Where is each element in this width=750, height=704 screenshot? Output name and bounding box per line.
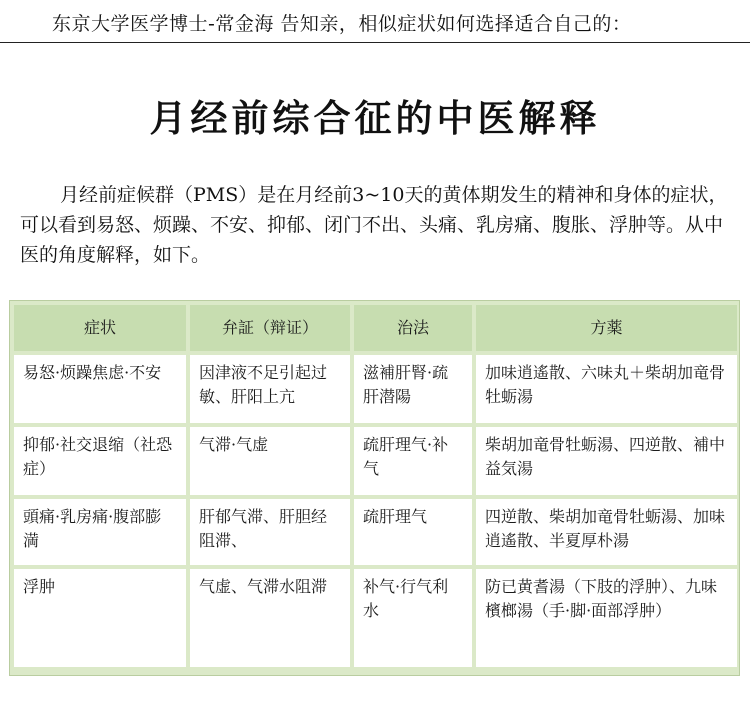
table-cell: 防已黄耆湯（下肢的浮肿）、九味檳榔湯（手·脚·面部浮肿） xyxy=(476,569,737,667)
header-text: 东京大学医学博士-常金海 告知亲，相似症状如何选择适合自己的： xyxy=(52,13,632,35)
page-header xyxy=(0,0,750,43)
table-cell: 加味逍遙散、六味丸＋柴胡加竜骨牡蛎湯 xyxy=(476,355,737,423)
intro-paragraph: 月经前症候群（PMS）是在月经前3~10天的黄体期发生的精神和身体的症状，可以看到易怒、烦躁、不安、抑郁、闭门不出、头痛、乳房痛、腹胀、浮肿等。从中医的角度解释，如下。 xyxy=(20,184,728,266)
table-cell: 肝郁气滞、肝胆经阻滞、 xyxy=(190,499,350,565)
table-cell: 滋補肝腎·疏肝潜陽 xyxy=(354,355,472,423)
table-cell: 气虚、气滞水阻滞 xyxy=(190,569,350,667)
table-cell: 因津液不足引起过敏、肝阳上亢 xyxy=(190,355,350,423)
header-cell-symptom: 症状 xyxy=(14,305,186,351)
header-cell-prescription: 方薬 xyxy=(476,305,737,351)
table-cell: 补气·行气利水 xyxy=(354,569,472,667)
table-cell: 易怒·烦躁焦虑·不安 xyxy=(14,355,186,423)
header-cell-diagnosis: 弁証（辩证） xyxy=(190,305,350,351)
table-cell: 浮肿 xyxy=(14,569,186,667)
page-title: 月经前综合征的中医解释 xyxy=(149,96,601,140)
table-cell: 疏肝理气·补气 xyxy=(354,427,472,495)
header-cell-treatment: 治法 xyxy=(354,305,472,351)
table-cell: 疏肝理气 xyxy=(354,499,472,565)
table-cell: 抑郁·社交退缩（社恐症） xyxy=(14,427,186,495)
table-cell: 四逆散、柴胡加竜骨牡蛎湯、加味逍遙散、半夏厚朴湯 xyxy=(476,499,737,565)
pms-table xyxy=(9,300,740,676)
table-cell: 柴胡加竜骨牡蛎湯、四逆散、補中益気湯 xyxy=(476,427,737,495)
table-cell: 頭痛·乳房痛·腹部膨満 xyxy=(14,499,186,565)
table-cell: 气滞·气虚 xyxy=(190,427,350,495)
